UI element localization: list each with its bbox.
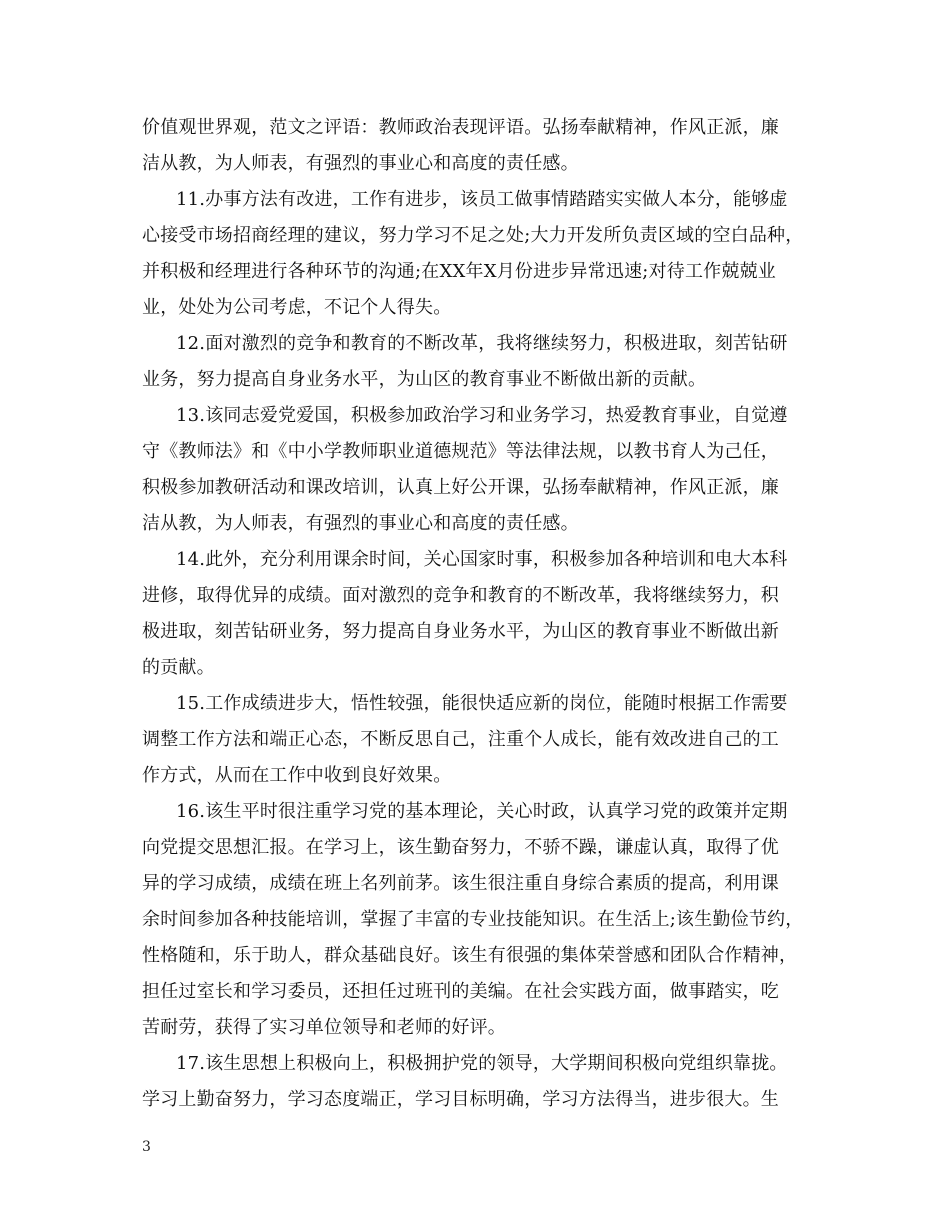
paragraph-16-start: 16.该生平时很注重学习党的基本理论，关心时政，认真学习党的政策并定期 [176, 801, 788, 822]
text-line: 向党提交思想汇报。在学习上，该生勤奋努力，不骄不躁，谦虚认真，取得了优 [142, 837, 779, 858]
paragraph-13-start: 13.该同志爱党爱国，积极参加政治学习和业务学习，热爱教育事业，自觉遵 [176, 405, 788, 426]
text-line: 苦耐劳，获得了实习单位领导和老师的好评。 [142, 1017, 506, 1038]
paragraph-17-start: 17.该生思想上积极向上，积极拥护党的领导，大学期间积极向党组织靠拢。 [176, 1053, 788, 1074]
text-line: 进修，取得优异的成绩。面对激烈的竞争和教育的不断改革，我将继续努力，积 [142, 585, 779, 606]
text-line: 积极参加教研活动和课改培训，认真上好公开课，弘扬奉献精神，作风正派，廉 [142, 477, 779, 498]
paragraph-11-start: 11.办事方法有改进，工作有进步，该员工做事情踏踏实实做人本分，能够虚 [176, 189, 788, 210]
text-line: 学习上勤奋努力，学习态度端正，学习目标明确，学习方法得当，进步很大。生 [142, 1089, 779, 1110]
text-line: 洁从教，为人师表，有强烈的事业心和高度的责任感。 [142, 513, 579, 534]
text-line: 异的学习成绩，成绩在班上名列前茅。该生很注重自身综合素质的提高，利用课 [142, 873, 779, 894]
text-line: 业务，努力提高自身业务水平，为山区的教育事业不断做出新的贡献。 [142, 369, 707, 390]
text-line: 心接受市场招商经理的建议，努力学习不足之处;大力开发所负责区域的空白品种， [142, 225, 804, 246]
text-line: 的贡献。 [142, 657, 215, 678]
text-line: 价值观世界观，范文之评语：教师政治表现评语。弘扬奉献精神，作风正派，廉 [142, 117, 779, 138]
paragraph-14-start: 14.此外，充分利用课余时间，关心国家时事，积极参加各种培训和电大本科 [176, 549, 788, 570]
text-line: 业，处处为公司考虑，不记个人得失。 [142, 297, 452, 318]
text-line: 洁从教，为人师表，有强烈的事业心和高度的责任感。 [142, 153, 579, 174]
text-line: 余时间参加各种技能培训，掌握了丰富的专业技能知识。在生活上;该生勤俭节约， [142, 909, 804, 930]
text-line: 担任过室长和学习委员，还担任过班刊的美编。在社会实践方面，做事踏实，吃 [142, 981, 779, 1002]
text-line: 守《教师法》和《中小学教师职业道德规范》等法律法规，以教书育人为己任， [142, 441, 779, 462]
text-line: 性格随和，乐于助人，群众基础良好。该生有很强的集体荣誉感和团队合作精神， [142, 945, 798, 966]
page-number: 3 [142, 1139, 151, 1155]
text-line: 极进取，刻苦钻研业务，努力提高自身业务水平，为山区的教育事业不断做出新 [142, 621, 779, 642]
paragraph-12-start: 12.面对激烈的竞争和教育的不断改革，我将继续努力，积极进取，刻苦钻研 [176, 333, 788, 354]
paragraph-15-start: 15.工作成绩进步大，悟性较强，能很快适应新的岗位，能随时根据工作需要 [176, 693, 788, 714]
text-line: 并积极和经理进行各种环节的沟通;在XX年X月份进步异常迅速;对待工作兢兢业 [142, 261, 776, 282]
text-line: 调整工作方法和端正心态，不断反思自己，注重个人成长，能有效改进自己的工 [142, 729, 779, 750]
text-line: 作方式，从而在工作中收到良好效果。 [142, 765, 452, 786]
